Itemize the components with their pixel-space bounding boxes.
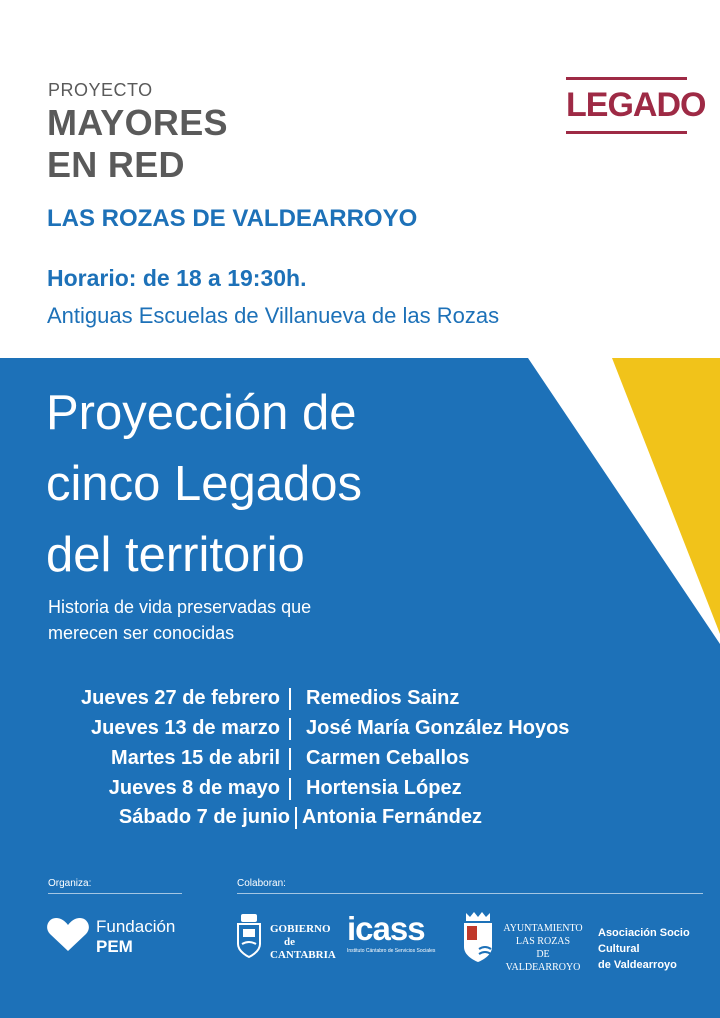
legado-logo-text: LEGADO — [566, 86, 706, 124]
project-kicker: PROYECTO — [48, 80, 153, 100]
venue: Antiguas Escuelas de Villanueva de las Rozas — [47, 303, 500, 328]
subtitle-line1: Historia de vida preservadas que — [48, 597, 312, 617]
event-separator — [295, 807, 297, 829]
event-name: Antonia Fernández — [302, 806, 483, 828]
event-separator — [289, 718, 291, 740]
event-date: Martes 15 de abril — [111, 747, 280, 769]
headline — [46, 378, 362, 591]
event-name: Hortensia López — [306, 777, 462, 799]
event-date: Jueves 8 de mayo — [108, 777, 280, 799]
asociacion-logo — [598, 925, 708, 973]
gobierno-cantabria-logo — [270, 923, 336, 962]
ayto-line1: AYUNTAMIENTO — [503, 923, 583, 934]
legado-logo — [566, 77, 706, 137]
subtitle — [48, 594, 311, 646]
event-name: Remedios Sainz — [306, 687, 460, 709]
fundacion-pem-logo — [96, 917, 175, 957]
event-separator — [289, 748, 291, 770]
headline-line2: cinco Legados — [46, 457, 363, 511]
cantabria-shield-icon — [236, 914, 262, 958]
ayto-line2: LAS ROZAS — [515, 936, 571, 947]
event-name: Carmen Ceballos — [306, 747, 470, 769]
headline-line3: del territorio — [46, 528, 305, 582]
event-name: José María González Hoyos — [306, 717, 570, 739]
gobierno-line2: de — [284, 936, 295, 948]
event-date: Jueves 13 de marzo — [91, 717, 280, 739]
ayuntamiento-logo — [500, 922, 586, 974]
colaboran-label: Colaboran: — [237, 878, 286, 889]
gobierno-line1: GOBIERNO — [270, 923, 331, 935]
colaboran-divider — [237, 893, 703, 894]
schedule: Horario: de 18 a 19:30h. — [47, 265, 307, 291]
pem-text: PEM — [96, 937, 133, 956]
subtitle-line2: merecen ser conocidas — [48, 623, 235, 643]
event-separator — [289, 688, 291, 710]
location-title: LAS ROZAS DE VALDEARROYO — [47, 205, 418, 232]
heart-icon — [46, 916, 90, 952]
gobierno-line3: CANTABRIA — [270, 949, 336, 961]
asoc-line2: de Valdearroyo — [598, 959, 677, 971]
organiza-label: Organiza: — [48, 878, 92, 889]
headline-line1: Proyección de — [46, 386, 357, 440]
event-separator — [289, 778, 291, 800]
organiza-divider — [48, 893, 182, 894]
asoc-line1: Asociación Socio Cultural — [598, 927, 690, 955]
event-date: Sábado 7 de junio — [118, 806, 290, 828]
fundacion-text: Fundación — [96, 917, 176, 936]
las-rozas-shield-icon — [462, 911, 494, 963]
project-title-line2: EN RED — [47, 144, 185, 185]
ayto-line3: DE VALDEARROYO — [505, 949, 581, 973]
icass-subtitle: Instituto Cántabro de Servicios Sociales — [347, 948, 436, 954]
event-date: Jueves 27 de febrero — [81, 687, 280, 709]
project-title-line1: MAYORES — [47, 102, 228, 143]
icass-logo: icass — [347, 910, 425, 947]
